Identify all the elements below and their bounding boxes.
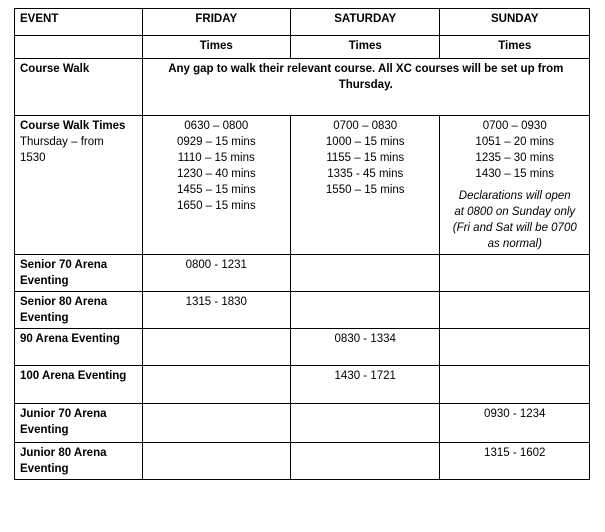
event-name-line: Eventing — [20, 312, 69, 324]
arena-100-label: 100 Arena Eventing — [15, 366, 143, 404]
course-walk-label: Course Walk — [15, 59, 143, 116]
junior-80-sunday: 1315 - 1602 — [440, 443, 590, 480]
junior-70-friday — [142, 404, 290, 443]
junior-70-saturday — [290, 404, 440, 443]
walk-time-entry: 0630 – 0800 — [184, 120, 249, 132]
course-walk-times-label: Course Walk Times — [20, 120, 126, 132]
walk-time-entry: 1155 – 15 mins — [326, 152, 405, 164]
arena-90-friday — [142, 329, 290, 366]
times-sunday: Times — [440, 36, 590, 59]
senior-70-saturday — [290, 255, 440, 292]
walk-time-entry: 1550 – 15 mins — [325, 184, 405, 196]
course-walk-note: Any gap to walk their relevant course. All XC courses will be set up from Thursday. — [142, 59, 589, 116]
senior-80-row — [15, 292, 590, 329]
walk-time-entry: 1455 – 15 mins — [176, 184, 256, 196]
walk-time-entry: 1430 – 15 mins — [475, 168, 555, 180]
junior-80-label — [15, 443, 143, 480]
course-walk-times-sunday — [440, 116, 590, 255]
walk-time-entry: 0929 – 15 mins — [176, 136, 256, 148]
declarations-note-line: Declarations will open — [458, 190, 571, 202]
arena-100-row — [15, 366, 590, 404]
times-row — [15, 36, 590, 59]
event-name-line: Senior 70 Arena — [20, 259, 108, 271]
arena-100-friday — [142, 366, 290, 404]
senior-70-sunday — [440, 255, 590, 292]
course-walk-row — [15, 59, 590, 116]
declarations-note-line: (Fri and Sat will be 0700 — [452, 222, 577, 234]
event-name-line: Eventing — [20, 424, 69, 436]
walk-time-entry: 0700 – 0930 — [482, 120, 547, 132]
arena-90-label: 90 Arena Eventing — [15, 329, 143, 366]
arena-100-saturday: 1430 - 1721 — [290, 366, 440, 404]
junior-80-saturday — [290, 443, 440, 480]
header-sunday: SUNDAY — [440, 9, 590, 36]
walk-time-entry: 1110 – 15 mins — [177, 152, 255, 164]
junior-70-label — [15, 404, 143, 443]
senior-80-friday: 1315 - 1830 — [142, 292, 290, 329]
walk-time-entry: 1335 - 45 mins — [327, 168, 404, 180]
declarations-note — [445, 188, 584, 252]
times-empty-cell — [15, 36, 143, 59]
walk-time-entry: 1650 – 15 mins — [176, 200, 256, 212]
arena-90-saturday: 0830 - 1334 — [290, 329, 440, 366]
junior-80-row — [15, 443, 590, 480]
event-schedule-table — [14, 8, 590, 480]
times-saturday: Times — [290, 36, 440, 59]
junior-70-row — [15, 404, 590, 443]
event-name-line: Eventing — [20, 275, 69, 287]
course-walk-times-label-cell — [15, 116, 143, 255]
declarations-note-line: as normal) — [487, 238, 542, 250]
header-row — [15, 9, 590, 36]
walk-time-entry: 1051 – 20 mins — [475, 136, 555, 148]
course-walk-times-sub1: Thursday – from — [20, 136, 104, 148]
junior-80-friday — [142, 443, 290, 480]
junior-70-sunday: 0930 - 1234 — [440, 404, 590, 443]
senior-70-row — [15, 255, 590, 292]
arena-90-sunday — [440, 329, 590, 366]
header-friday: FRIDAY — [142, 9, 290, 36]
arena-90-row — [15, 329, 590, 366]
event-name-line: Eventing — [20, 463, 69, 475]
walk-time-entry: 1235 – 30 mins — [475, 152, 555, 164]
walk-time-entry: 1230 – 40 mins — [176, 168, 256, 180]
times-friday: Times — [142, 36, 290, 59]
declarations-note-line: at 0800 on Sunday only — [454, 206, 576, 218]
course-walk-times-row — [15, 116, 590, 255]
senior-80-label — [15, 292, 143, 329]
event-name-line: Junior 80 Arena — [20, 447, 107, 459]
course-walk-times-saturday — [290, 116, 440, 255]
senior-80-sunday — [440, 292, 590, 329]
event-name-line: Junior 70 Arena — [20, 408, 107, 420]
course-walk-times-sub2: 1530 — [20, 152, 46, 164]
senior-70-friday: 0800 - 1231 — [142, 255, 290, 292]
walk-time-entry: 0700 – 0830 — [333, 120, 398, 132]
senior-80-saturday — [290, 292, 440, 329]
course-walk-times-friday — [142, 116, 290, 255]
walk-time-entry: 1000 – 15 mins — [325, 136, 405, 148]
header-event: EVENT — [15, 9, 143, 36]
event-name-line: Senior 80 Arena — [20, 296, 108, 308]
header-saturday: SATURDAY — [290, 9, 440, 36]
arena-100-sunday — [440, 366, 590, 404]
senior-70-label — [15, 255, 143, 292]
